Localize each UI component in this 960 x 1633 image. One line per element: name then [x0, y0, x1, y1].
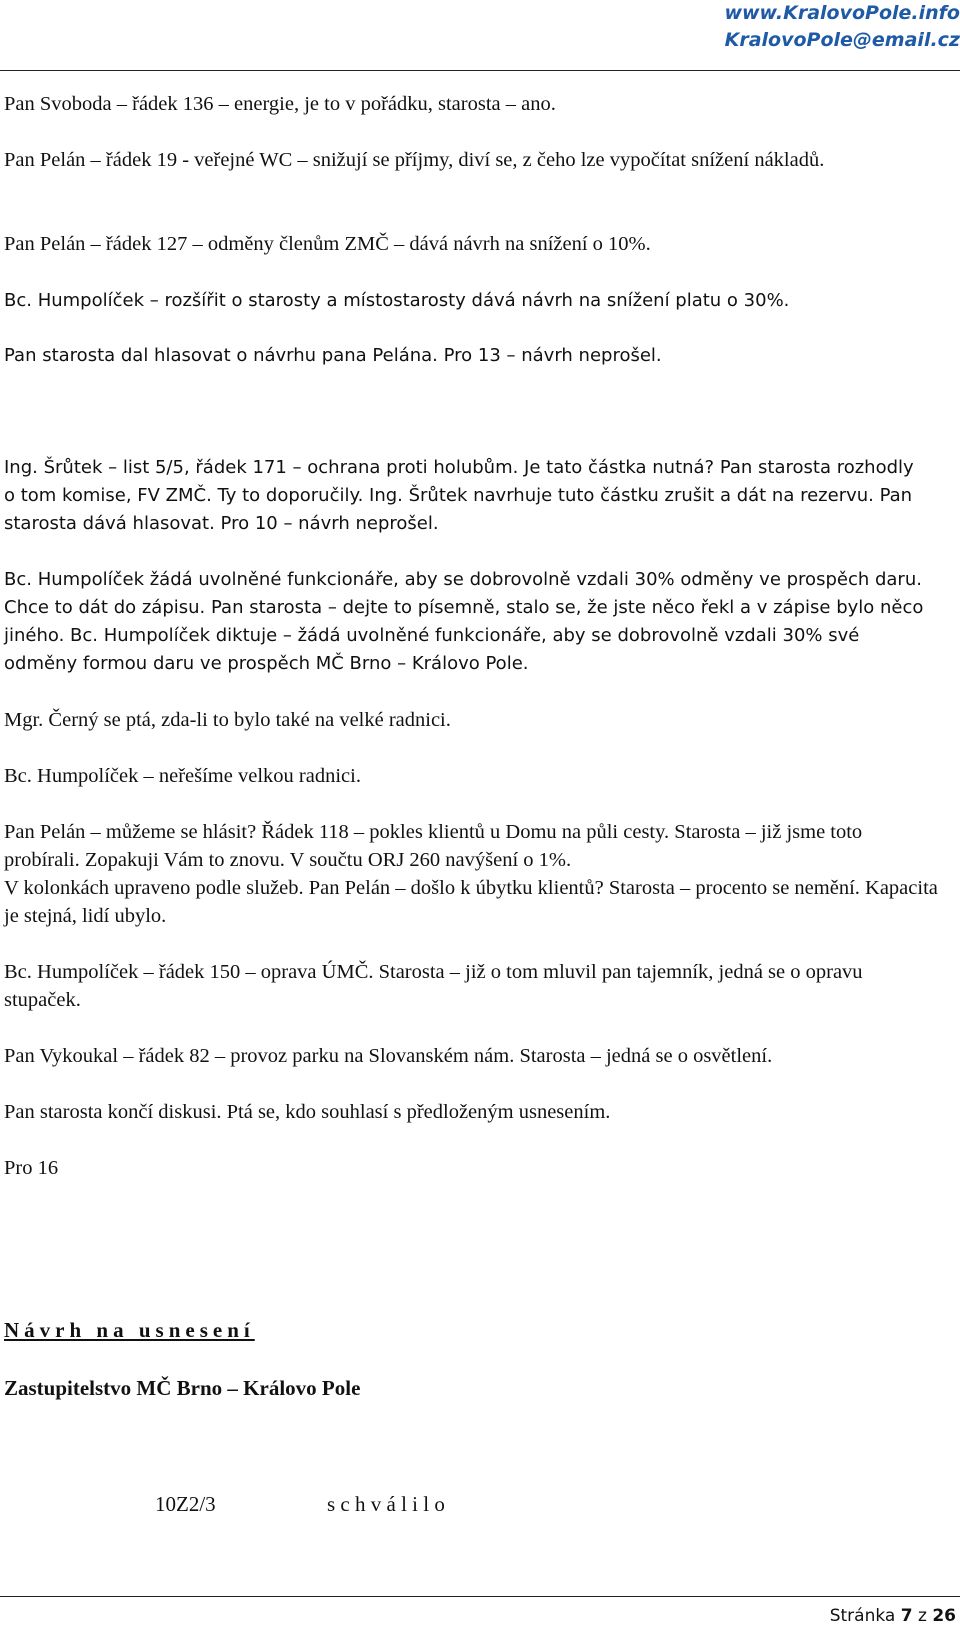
- page-of: z: [917, 1606, 927, 1626]
- paragraph-oprava-umc: Bc. Humpolíček – řádek 150 – oprava ÚMČ. Starosta – již o tom mluvil pan tajemník, jedná se o opravu stupaček.: [4, 961, 863, 1011]
- website-link[interactable]: www.KralovoPole.info: [724, 2, 960, 24]
- paragraph-pro: Pro 16: [4, 1157, 59, 1179]
- current-page: 7: [900, 1606, 913, 1626]
- page-number: [830, 1606, 956, 1626]
- paragraph-pelan-wc: Pan Pelán – řádek 19 - veřejné WC – snižují se příjmy, diví se, z čeho lze vypočítat snížení nákladů.: [4, 149, 825, 171]
- resolution-title: Návrh na usnesení: [4, 1318, 255, 1342]
- paragraph-konec-diskuse: Pan starosta končí diskusi. Ptá se, kdo souhlasí s předloženým usnesením.: [4, 1101, 611, 1123]
- resolution-verb: s c h v á l i l o: [327, 1492, 445, 1516]
- paragraph-vykoukal: Pan Vykoukal – řádek 82 – provoz parku na Slovanském nám. Starosta – jedná se o osvětlení.: [4, 1045, 773, 1067]
- paragraph-srutek: Ing. Šrůtek – list 5/5, řádek 171 – ochrana proti holubům. Je tato částka nutná? Pan starosta rozhodly o tom komise, FV ZMČ. Ty to doporučily. Ing. Šrůtek navrhuje tuto částku zrušit a dát na rezervu. Pan starosta dává hlasovat. Pro 10 – návrh neprošel.: [4, 457, 914, 534]
- email-link[interactable]: KralovoPole@email.cz: [724, 29, 960, 51]
- paragraph-cerny: Mgr. Černý se ptá, zda-li to bylo také na velké radnici.: [4, 709, 451, 731]
- paragraph-hlasovani-1: Pan starosta dal hlasovat o návrhu pana Pelána. Pro 13 – návrh neprošel.: [4, 345, 662, 366]
- paragraph-humpolicek-radnice: Bc. Humpolíček – neřešíme velkou radnici.: [4, 765, 361, 787]
- footer-divider: [0, 1596, 960, 1597]
- header-divider: [0, 70, 960, 71]
- paragraph-pelan-odmeny: Pan Pelán – řádek 127 – odměny členům ZMČ – dává návrh na snížení o 10%.: [4, 233, 651, 255]
- page-header: [724, 0, 960, 54]
- paragraph-kolonky: V kolonkách upraveno podle služeb. Pan Pelán – došlo k úbytku klientů? Starosta – procento se nemění. Kapacita je stejná, lidí ubylo.: [4, 877, 938, 927]
- paragraph-svoboda: Pan Svoboda – řádek 136 – energie, je to v pořádku, starosta – ano.: [4, 93, 556, 115]
- page-label: Stránka: [829, 1606, 896, 1626]
- paragraph-pelan-klienti: Pan Pelán – můžeme se hlásit? Řádek 118 – pokles klientů u Domu na půli cesty. Starosta – již jsme toto probírali. Zopakuji Vám to znovu. V součtu ORJ 260 navýšení o 1%.: [4, 821, 863, 871]
- paragraph-humpolicek-plat: Bc. Humpolíček – rozšířit o starosty a místostarosty dává návrh na snížení platu o 30%.: [4, 290, 790, 311]
- resolution-code: 10Z2/3: [155, 1492, 216, 1516]
- resolution-body: Zastupitelstvo MČ Brno – Královo Pole: [4, 1376, 361, 1400]
- paragraph-humpolicek-dar: Bc. Humpolíček žádá uvolněné funkcionáře, aby se dobrovolně vzdali 30% odměny ve prospěch daru. Chce to dát do zápisu. Pan starosta – dejte to písemně, stalo se, že jste něco řekl a v zápise bylo něco jiného. Bc. Humpolíček diktuje – žádá uvolněné funkcionáře, aby se dobrovolně vzdali 30% své odměny formou daru ve prospěch MČ Brno – Královo Pole.: [4, 569, 924, 674]
- total-pages: 26: [932, 1606, 956, 1626]
